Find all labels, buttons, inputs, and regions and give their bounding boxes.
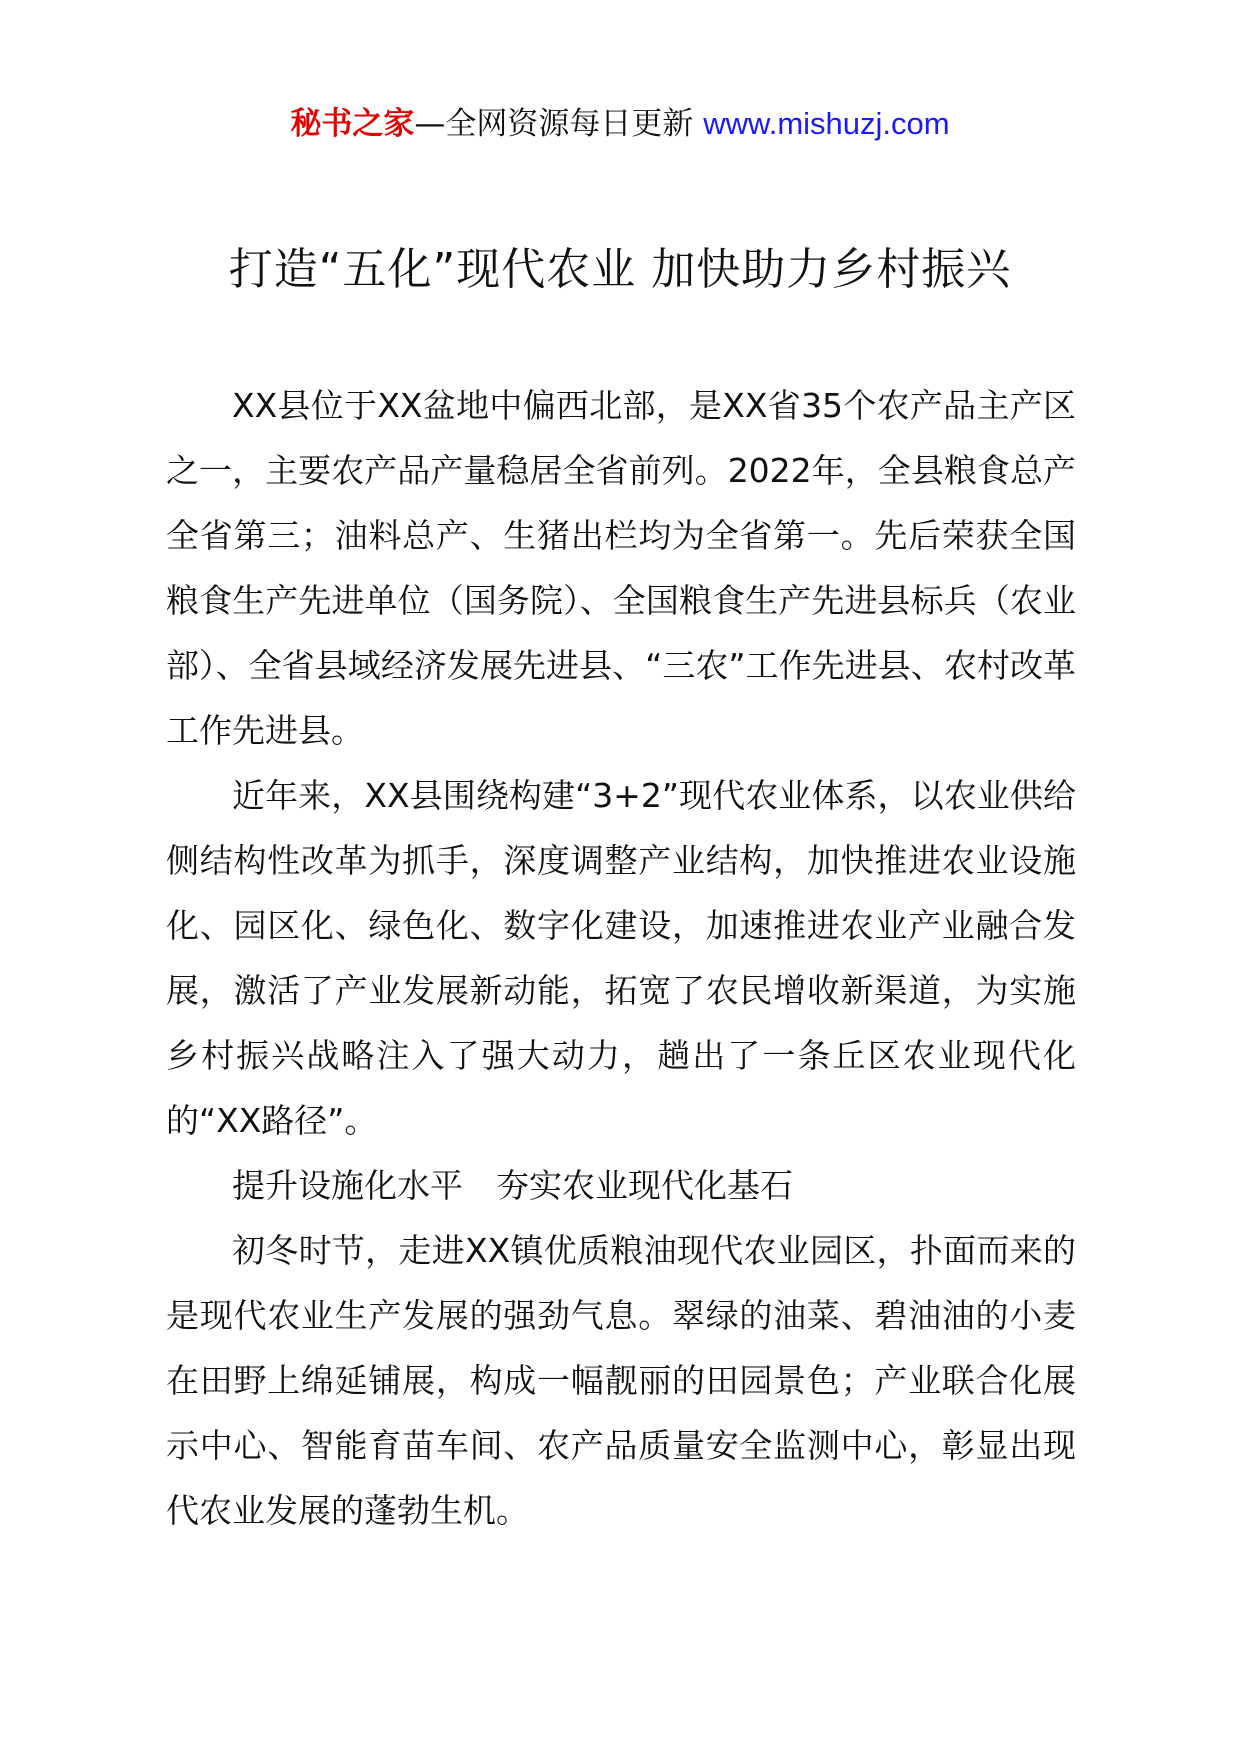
brand-name: 秘书之家 [290, 106, 415, 142]
paragraph-intro: XX县位于XX盆地中偏西北部，是XX省35个农产品主产区之一，主要农产品产量稳居全省前列。2022年，全县粮食总产全省第三；油料总产、生猪出栏均为全省第一。先后荣获全国粮食生产先进单位（国务院）、全国粮食生产先进县标兵（农业部）、全省县域经济发展先进县、“三农”工作先进县、农村改革工作先进县。 [166, 386, 1076, 750]
site-url-link[interactable]: www.mishuzj.com [703, 106, 950, 141]
paragraph-section-1: 初冬时节，走进XX镇优质粮油现代农业园区，扑面而来的是现代农业生产发展的强劲气息。翠绿的油菜、碧油油的小麦在田野上绵延铺展，构成一幅靓丽的田园景色；产业联合化展示中心、智能育苗车间、农产品质量安全监测中心，彰显出现代农业发展的蓬勃生机。 [166, 1231, 1076, 1530]
site-header [0, 102, 1240, 146]
document-body [166, 373, 1076, 1543]
document-title: 打造“五化”现代农业 加快助力乡村振兴 [228, 244, 1012, 295]
site-slogan: —全网资源每日更新 [414, 106, 704, 142]
section-subheading: 提升设施化水平 夯实农业现代化基石 [232, 1166, 793, 1205]
paragraph-overview: 近年来，XX县围绕构建“3+2”现代农业体系，以农业供给侧结构性改革为抓手，深度调整产业结构，加快推进农业设施化、园区化、绿色化、数字化建设，加速推进农业产业融合发展，激活了产业发展新动能，拓宽了农民增收新渠道，为实施乡村振兴战略注入了强大动力，趟出了一条丘区农业现代化的“XX路径”。 [166, 776, 1076, 1140]
